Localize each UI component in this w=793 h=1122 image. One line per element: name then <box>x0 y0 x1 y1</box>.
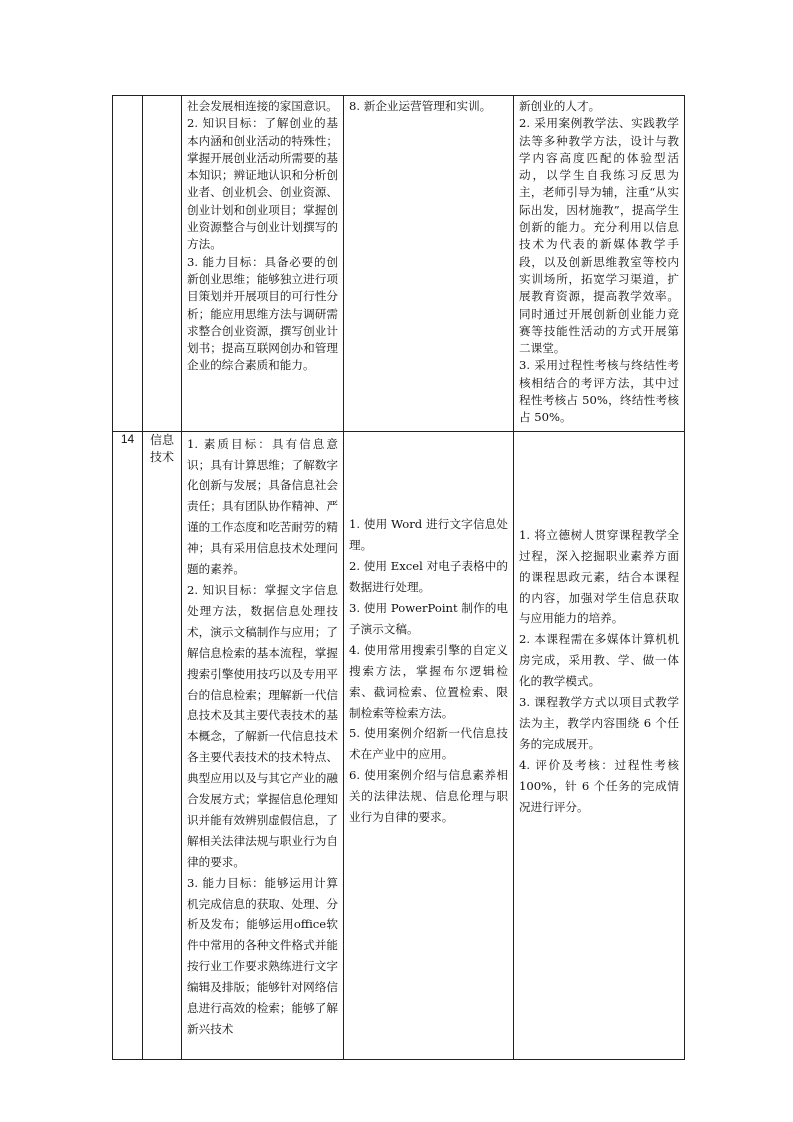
objectives-cell <box>182 431 344 1059</box>
content-item: 3. 使用 PowerPoint 制作的电子演示文稿。 <box>349 600 508 636</box>
content-item: 2. 使用 Excel 对电子表格中的数据进行处理。 <box>349 559 508 595</box>
content-cell <box>344 431 514 1059</box>
requirement-item: 新创业的人才。 <box>519 99 601 113</box>
objective-item: 2. 知识目标：了解创业的基本内涵和创业活动的特殊性；掌握开展创业活动所需要的基本知识；辨证地认识和分析创业者、创业机会、创业资源、创业计划和创业项目；掌握创业资源整合与创业计划撰写的方法。 <box>187 116 338 252</box>
course-name-cell <box>143 431 182 1059</box>
course-name-cell <box>143 96 182 432</box>
requirements-cell <box>514 431 685 1059</box>
table-row <box>113 431 685 1059</box>
requirement-item: 3. 采用过程性考核与终结性考核相结合的考评方法，其中过程性考核占 50%，终结性考核占 50%。 <box>519 358 679 425</box>
content-item: 1. 使用 Word 进行文字信息处理。 <box>349 517 508 553</box>
requirement-item: 4. 评价及考核：过程性考核 100%，针 6 个任务的完成情况进行评分。 <box>519 757 679 814</box>
requirement-item: 1. 将立德树人贯穿课程教学全过程，深入挖掘职业素养方面的课程思政元素，结合本课程的内容，加强对学生信息获取与应用能力的培养。 <box>519 527 679 626</box>
table-row <box>113 96 685 432</box>
content-item: 6. 使用案例介绍与信息素养相关的法律法规、信息伦理与职业行为自律的要求。 <box>349 768 508 825</box>
row-number: 14 <box>120 431 135 446</box>
row-number-cell <box>113 96 143 432</box>
content-item: 8. 新企业运营管理和实训。 <box>349 99 492 113</box>
requirements-cell <box>514 96 685 432</box>
content-cell <box>344 96 514 432</box>
course-name: 信息技术 <box>149 432 174 464</box>
objective-item: 2. 知识目标：掌握文字信息处理方法，数据信息处理技术，演示文稿制作与应用；了解信息检索的基本流程，掌握搜索引擎使用技巧以及专用平台的信息检索；理解新一代信息技术及其主要代表技术的基本概念，了解新一代信息技术各主要代表技术的技术特点、典型应用以及与其它产业的融合发展方式；掌握信息伦理知识并能有效辨别虚假信息，了解相关法律法规与职业行为自律的要求。 <box>187 582 338 869</box>
content-item: 4. 使用常用搜索引擎的自定义搜索方法，掌握布尔逻辑检索、截词检索、位置检索、限制检索等检索方法。 <box>349 642 508 720</box>
objectives-cell <box>182 96 344 432</box>
curriculum-table <box>112 95 685 1060</box>
requirement-item: 2. 采用案例教学法、实践教学法等多种教学方法，设计与教学内容高度匹配的体验型活动，以学生自我练习反思为主，老师引导为辅，注重“从实际出发，因材施教”，提高学生创新的能力。充分利用以信息技术为代表的新媒体教学手段，以及创新思维教室等校内实训场所，拓宽学习渠道，扩展教育资源，提高教学效率。同时通过开展创新创业能力竞赛等技能性活动的方式开展第二课堂。 <box>519 116 679 356</box>
row-number-cell <box>113 431 143 1059</box>
objective-item: 1. 素质目标：具有信息意识；具有计算思维；了解数字化创新与发展；具备信息社会责任；具有团队协作精神、严谨的工作态度和吃苦耐劳的精神；具有采用信息技术处理问题的素养。 <box>187 436 338 577</box>
objective-item: 社会发展相连接的家国意识。 <box>187 99 338 113</box>
requirement-item: 3. 课程教学方式以项目式教学法为主，教学内容围绕 6 个任务的完成展开。 <box>519 695 679 751</box>
requirement-item: 2. 本课程需在多媒体计算机机房完成，采用教、学、做一体化的教学模式。 <box>519 632 679 689</box>
objective-item: 3. 能力目标：能够运用计算机完成信息的获取、处理、分析及发布；能够运用office软件中常用的各种文件格式并能按行业工作要求熟练进行文字编辑及排版；能够针对网络信息进行高效的检索；能够了解新兴技术 <box>187 875 338 1037</box>
content-item: 5. 使用案例介绍新一代信息技术在产业中的应用。 <box>349 726 508 762</box>
objective-item: 3. 能力目标：具备必要的创新创业思维；能够独立进行项目策划并开展项目的可行性分析；能应用思维方法与调研需求整合创业资源，撰写创业计划书；提高互联网创办和管理企业的综合素质和能力。 <box>187 254 338 373</box>
